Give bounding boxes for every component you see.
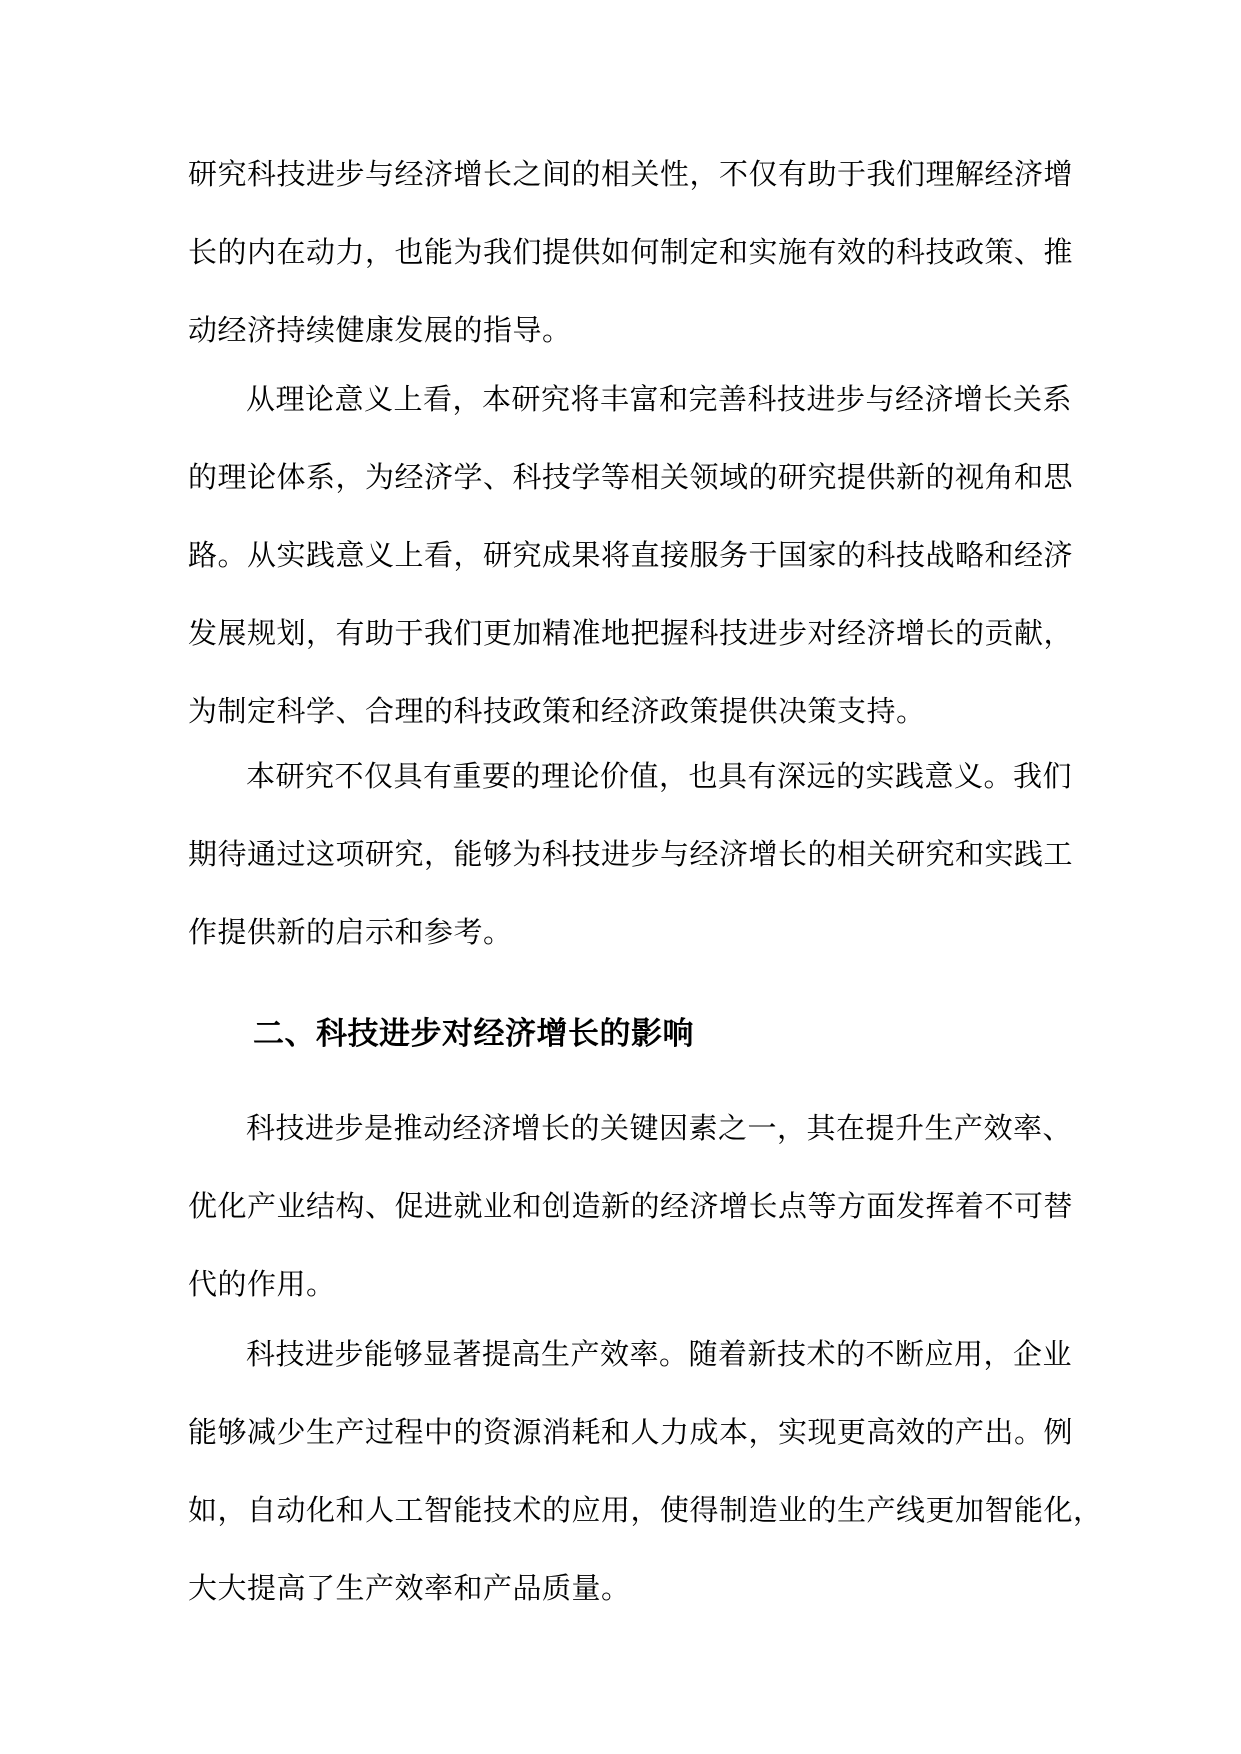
paragraph-line: 的理论体系，为经济学、科技学等相关领域的研究提供新的视角和思: [188, 460, 1074, 494]
paragraph-line: 路。从实践意义上看，研究成果将直接服务于国家的科技战略和经济: [188, 538, 1074, 572]
paragraph-line: 优化产业结构、促进就业和创造新的经济增长点等方面发挥着不可替: [188, 1189, 1074, 1223]
paragraph-line: 发展规划，有助于我们更加精准地把握科技进步对经济增长的贡献，: [188, 616, 1074, 650]
paragraph-line: 作提供新的启示和参考。: [188, 915, 513, 949]
paragraph-1: [188, 135, 1074, 369]
paragraph-line: 大大提高了生产效率和产品质量。: [188, 1571, 631, 1605]
paragraph-line: 科技进步能够显著提高生产效率。随着新技术的不断应用，企业: [246, 1337, 1073, 1371]
paragraph-line: 为制定科学、合理的科技政策和经济政策提供决策支持。: [188, 694, 926, 728]
paragraph-line: 如，自动化和人工智能技术的应用，使得制造业的生产线更加智能化，: [188, 1493, 1103, 1527]
section-heading: 二、科技进步对经济增长的影响: [253, 1016, 694, 1052]
paragraph-line: 科技进步是推动经济增长的关键因素之一，其在提升生产效率、: [246, 1111, 1073, 1145]
paragraph-line: 本研究不仅具有重要的理论价值，也具有深远的实践意义。我们: [246, 759, 1073, 793]
paragraph-line: 能够减少生产过程中的资源消耗和人力成本，实现更高效的产出。例: [188, 1415, 1074, 1449]
paragraph-5: [188, 1315, 1103, 1627]
paragraph-3: [188, 737, 1074, 971]
paragraph-2: [188, 360, 1074, 750]
paragraph-line: 从理论意义上看，本研究将丰富和完善科技进步与经济增长关系: [246, 382, 1073, 416]
paragraph-4: [188, 1089, 1074, 1323]
paragraph-line: 研究科技进步与经济增长之间的相关性，不仅有助于我们理解经济增: [188, 157, 1074, 191]
paragraph-line: 动经济持续健康发展的指导。: [188, 313, 572, 347]
paragraph-line: 代的作用。: [188, 1267, 336, 1301]
paragraph-line: 期待通过这项研究，能够为科技进步与经济增长的相关研究和实践工: [188, 837, 1074, 871]
paragraph-line: 长的内在动力，也能为我们提供如何制定和实施有效的科技政策、推: [188, 235, 1074, 269]
